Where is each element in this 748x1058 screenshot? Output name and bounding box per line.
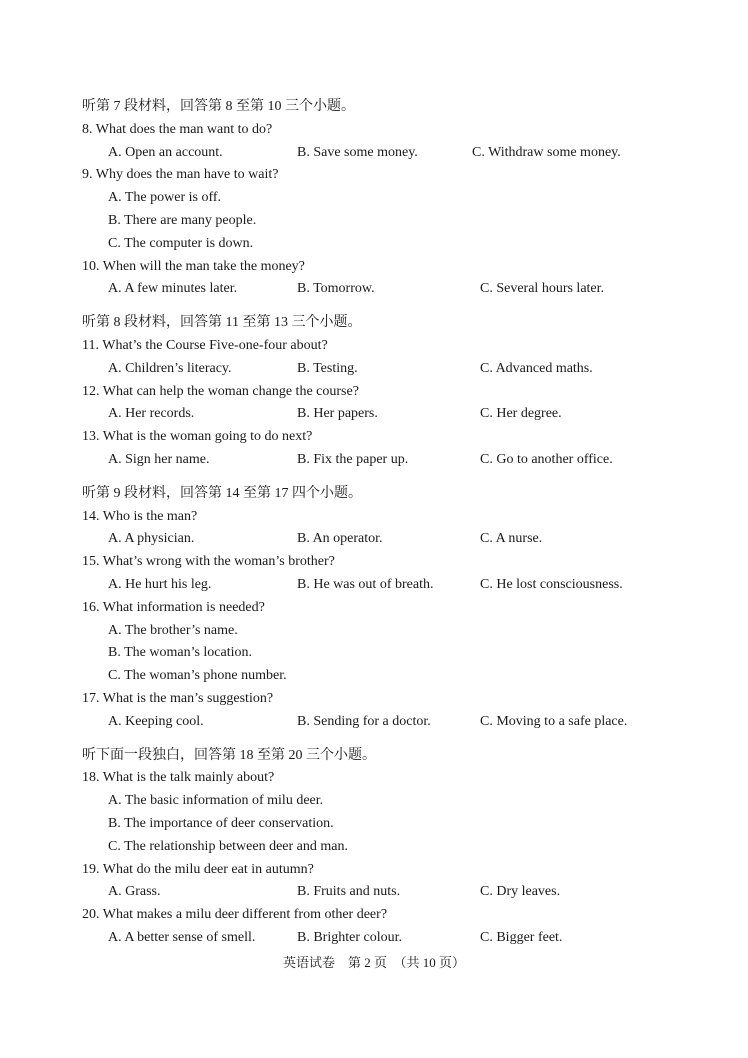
- question-stem: 14. Who is the man?: [82, 508, 198, 524]
- answer-option: C. A nurse.: [480, 531, 543, 547]
- answer-option: B. Tomorrow.: [297, 281, 375, 297]
- answer-option: A. The basic information of milu deer.: [108, 793, 324, 809]
- answer-option: B. Testing.: [297, 360, 358, 376]
- question-stem: 19. What do the milu deer eat in autumn?: [82, 861, 314, 877]
- question-stem: 11. What’s the Course Five-one-four about?: [82, 338, 328, 353]
- answer-option: C. The computer is down.: [108, 235, 254, 251]
- answer-option: B. Fruits and nuts.: [297, 884, 401, 900]
- question-stem: 12. What can help the woman change the course?: [82, 383, 359, 399]
- answer-option: C. Advanced maths.: [480, 360, 593, 376]
- answer-option: A. A physician.: [108, 531, 195, 547]
- answer-option: C. Bigger feet.: [480, 930, 563, 945]
- answer-option: C. He lost consciousness.: [480, 577, 623, 592]
- section-header: 听第 8 段材料，回答第 11 至第 13 三个小题。: [82, 315, 362, 331]
- answer-option: B. Fix the paper up.: [297, 452, 409, 467]
- section-header: 听第 9 段材料，回答第 14 至第 17 四个小题。: [82, 485, 362, 501]
- question-stem: 10. When will the man take the money?: [82, 258, 305, 274]
- answer-option: A. Sign her name.: [108, 452, 210, 467]
- answer-option: C. The woman’s phone number.: [108, 668, 287, 684]
- answer-option: B. An operator.: [297, 531, 383, 547]
- answer-option: B. He was out of breath.: [297, 577, 434, 592]
- answer-option: C. Her degree.: [480, 406, 562, 422]
- question-stem: 20. What makes a milu deer different from other deer?: [82, 907, 388, 923]
- answer-option: A. Keeping cool.: [108, 713, 204, 729]
- answer-option: A. A better sense of smell.: [108, 930, 256, 945]
- question-stem: 17. What is the man’s suggestion?: [82, 691, 274, 706]
- answer-option: B. Save some money.: [297, 144, 418, 160]
- answer-option: B. The woman’s location.: [108, 645, 252, 661]
- answer-option: A. A few minutes later.: [108, 281, 238, 297]
- answer-option: A. Her records.: [108, 406, 195, 422]
- answer-option: A. Children’s literacy.: [108, 360, 232, 376]
- answer-option: B. Sending for a doctor.: [297, 713, 431, 729]
- answer-option: B. Her papers.: [297, 406, 378, 422]
- answer-option: C. Several hours later.: [480, 281, 605, 297]
- answer-option: A. Grass.: [108, 884, 161, 900]
- answer-option: C. Dry leaves.: [480, 884, 561, 900]
- question-stem: 16. What information is needed?: [82, 599, 265, 615]
- answer-option: C. Go to another office.: [480, 452, 613, 467]
- answer-option: A. The power is off.: [108, 190, 222, 206]
- answer-option: C. The relationship between deer and man.: [108, 838, 348, 854]
- page-footer: 英语试卷 第 2 页 （共 10 页）: [282, 955, 465, 970]
- answer-option: A. He hurt his leg.: [108, 577, 212, 592]
- answer-option: B. Brighter colour.: [297, 930, 402, 945]
- answer-option: A. Open an account.: [108, 144, 223, 160]
- answer-option: A. The brother’s name.: [108, 622, 238, 638]
- question-stem: 13. What is the woman going to do next?: [82, 429, 313, 445]
- question-stem: 18. What is the talk mainly about?: [82, 770, 275, 786]
- answer-option: C. Moving to a safe place.: [480, 713, 628, 729]
- question-stem: 15. What’s wrong with the woman’s brother?: [82, 554, 335, 570]
- answer-option: B. There are many people.: [108, 213, 257, 228]
- question-stem: 8. What does the man want to do?: [82, 121, 273, 137]
- answer-option: C. Withdraw some money.: [472, 144, 621, 160]
- section-header: 听下面一段独白，回答第 18 至第 20 三个小题。: [82, 747, 376, 763]
- answer-option: B. The importance of deer conservation.: [108, 816, 334, 831]
- section-header: 听第 7 段材料，回答第 8 至第 10 三个小题。: [82, 99, 355, 114]
- question-stem: 9. Why does the man have to wait?: [82, 167, 279, 183]
